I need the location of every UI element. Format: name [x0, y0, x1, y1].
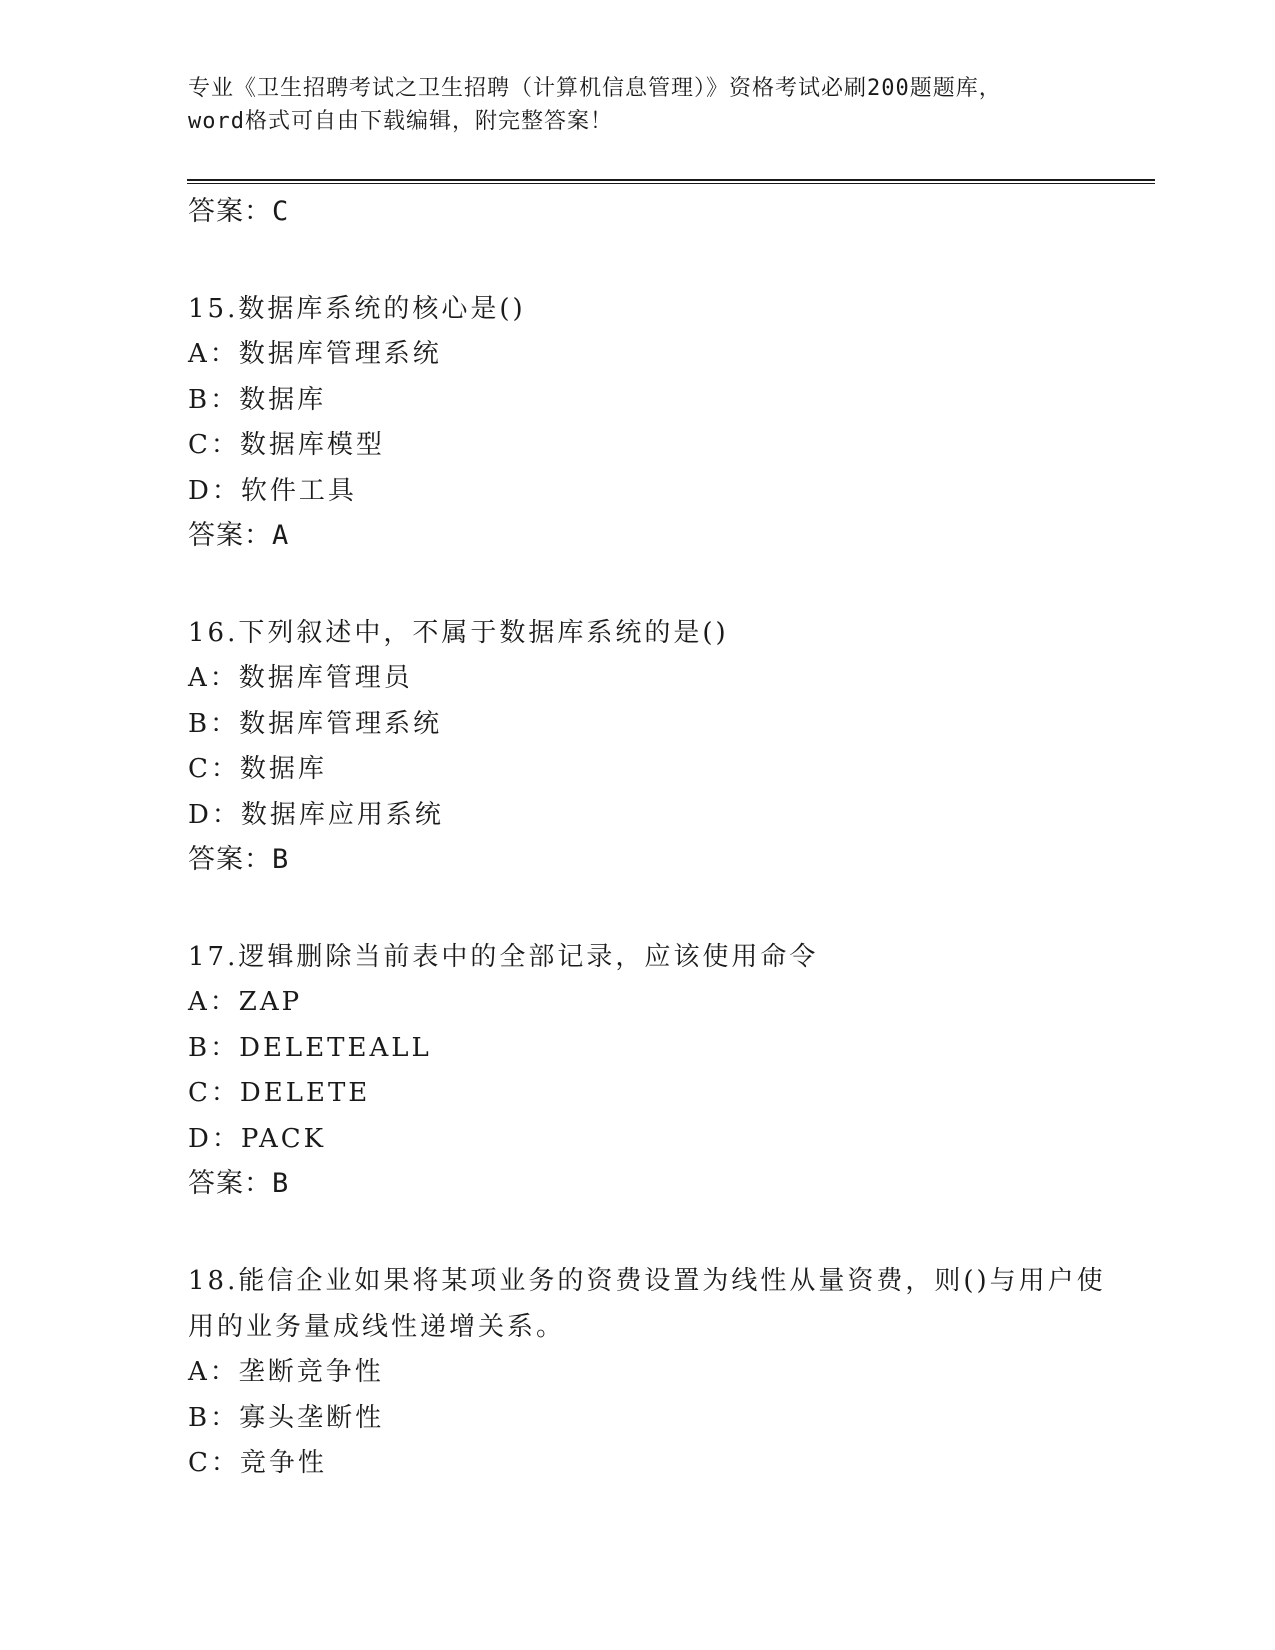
header-divider — [187, 179, 1155, 184]
option-d: D：数据库应用系统 — [188, 799, 444, 830]
option-c: C：数据库 — [188, 754, 327, 784]
option-b: B：数据库 — [188, 384, 327, 415]
question-list — [188, 190, 1108, 1487]
answer: 答案：B — [188, 1168, 290, 1199]
document-header — [188, 72, 1088, 138]
option-c: C：竞争性 — [188, 1448, 327, 1478]
question-text: 16.下列叙述中，不属于数据库系统的是() — [188, 618, 729, 648]
option-c: C：DELETE — [188, 1078, 371, 1108]
header-line-1: 专业《卫生招聘考试之卫生招聘（计算机信息管理）》资格考试必刷200题题库， — [188, 76, 1002, 101]
option-d: D：软件工具 — [188, 475, 357, 506]
option-b: B：寡头垄断性 — [188, 1402, 385, 1433]
spacer — [188, 882, 1108, 934]
question-18 — [188, 1258, 1108, 1487]
option-a: A：垄断竞争性 — [188, 1357, 384, 1387]
header-line-2: word格式可自由下载编辑，附完整答案！ — [188, 109, 613, 134]
option-a: A：ZAP — [188, 987, 303, 1017]
option-d: D：PACK — [188, 1123, 327, 1154]
option-a: A：数据库管理员 — [188, 663, 413, 693]
spacer — [188, 234, 1108, 286]
answer-14: 答案：C — [188, 196, 290, 227]
option-a: A：数据库管理系统 — [188, 339, 442, 369]
spacer — [188, 558, 1108, 610]
answer: 答案：A — [188, 520, 290, 551]
question-text: 17.逻辑删除当前表中的全部记录，应该使用命令 — [188, 942, 819, 972]
question-text: 18.能信企业如果将某项业务的资费设置为线性从量资费，则()与用户使用的业务量成线性递增关系。 — [188, 1266, 1106, 1342]
question-text: 15.数据库系统的核心是() — [188, 294, 526, 324]
option-b: B：DELETEALL — [188, 1032, 432, 1063]
option-c: C：数据库模型 — [188, 430, 385, 460]
option-b: B：数据库管理系统 — [188, 708, 443, 739]
question-17 — [188, 934, 1108, 1206]
question-16 — [188, 610, 1108, 882]
answer: 答案：B — [188, 844, 290, 875]
question-15 — [188, 286, 1108, 558]
spacer — [188, 1206, 1108, 1258]
